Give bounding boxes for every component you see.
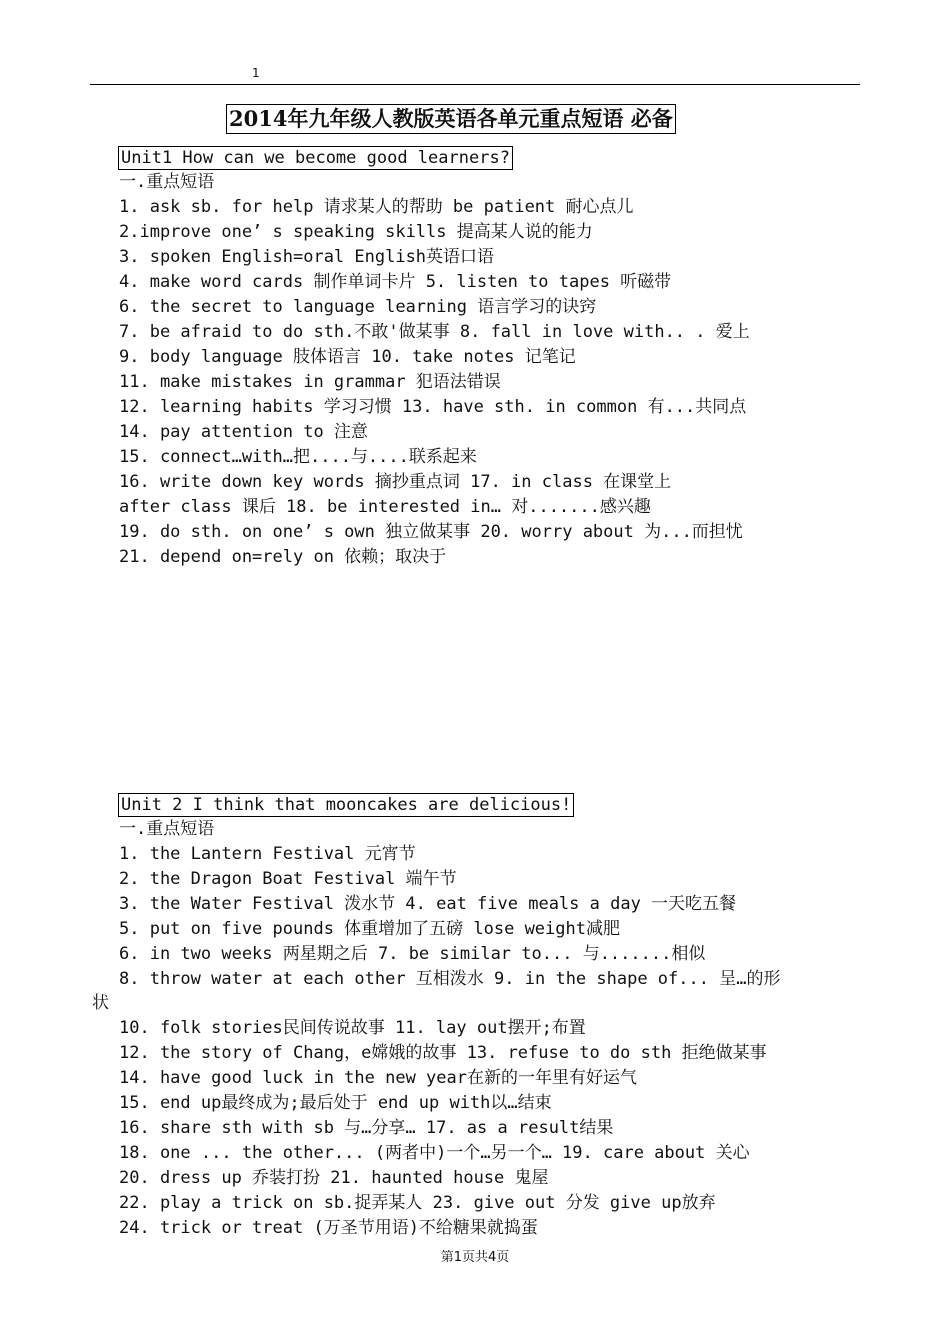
unit2-title: Unit 2 I think that mooncakes are delicious! — [118, 793, 574, 817]
unit2-phrase-line: 18. one ... the other... (两者中)一个…另一个… 19. care about 关心 — [119, 1143, 750, 1163]
unit2-phrase-line: 2. the Dragon Boat Festival 端午节 — [119, 869, 457, 889]
unit2-phrase-line: 12. the story of Chang，e嫦娥的故事 13. refuse to do sth 拒绝做某事 — [119, 1043, 767, 1063]
unit2-phrase-line: 8. throw water at each other 互相泼水 9. in the shape of... 呈…的形 — [119, 969, 781, 989]
document-title: 2014年九年级人教版英语各单元重点短语 必备 — [226, 104, 676, 134]
unit1-phrase-line: 3. spoken English=oral English英语口语 — [119, 247, 495, 267]
unit2-phrase-line: 3. the Water Festival 泼水节 4. eat five meals a day 一天吃五餐 — [119, 894, 737, 914]
unit1-phrase-line: 6. the secret to language learning 语言学习的诀窍 — [119, 297, 597, 317]
unit2-phrase-line: 14. have good luck in the new year在新的一年里有好运气 — [119, 1068, 637, 1088]
unit1-section-heading: 一.重点短语 — [119, 172, 215, 192]
unit2-phrase-line: 24. trick or treat (万圣节用语)不给糖果就捣蛋 — [119, 1218, 538, 1238]
unit2-phrase-line: 10. folk stories民间传说故事 11. lay out摆开;布置 — [119, 1018, 586, 1038]
unit1-phrase-line: 14. pay attention to 注意 — [119, 422, 368, 442]
unit2-phrase-line-wrap: 状 — [92, 993, 109, 1013]
unit1-phrase-line: 11. make mistakes in grammar 犯语法错误 — [119, 372, 501, 392]
header-rule — [90, 84, 860, 85]
unit1-phrase-line: 15. connect…with…把....与....联系起来 — [119, 447, 477, 467]
unit2-phrase-line: 22. play a trick on sb.捉弄某人 23. give out 分发 give up放弃 — [119, 1193, 716, 1213]
unit1-phrase-line: 16. write down key words 摘抄重点词 17. in class 在课堂上 — [119, 472, 672, 492]
page-footer: 第1页共4页 — [440, 1250, 510, 1265]
unit1-phrase-line: 19. do sth. on one’ s own 独立做某事 20. worry about 为...而担忧 — [119, 522, 743, 542]
page-number: 1 — [252, 66, 260, 80]
unit2-phrase-line: 16. share sth with sb 与…分享… 17. as a result结果 — [119, 1118, 614, 1138]
unit1-phrase-line: 1. ask sb. for help 请求某人的帮助 be patient 耐心点儿 — [119, 197, 634, 217]
unit1-phrase-line: after class 课后 18. be interested in… 对.......感兴趣 — [119, 497, 651, 517]
unit1-phrase-line: 9. body language 肢体语言 10. take notes 记笔记 — [119, 347, 576, 367]
unit1-phrase-line: 7. be afraid to do sth.不敢'做某事 8. fall in love with.. . 爱上 — [119, 322, 750, 342]
unit2-section-heading: 一.重点短语 — [119, 819, 215, 839]
unit1-phrase-line: 2.improve one’ s speaking skills 提高某人说的能力 — [119, 222, 593, 242]
unit1-phrase-line: 4. make word cards 制作单词卡片 5. listen to tapes 听磁带 — [119, 272, 672, 292]
unit1-title: Unit1 How can we become good learners? — [118, 146, 513, 170]
unit1-phrase-line: 21. depend on=rely on 依赖；取决于 — [119, 547, 447, 567]
unit1-phrase-line: 12. learning habits 学习习惯 13. have sth. in common 有...共同点 — [119, 397, 747, 417]
unit2-phrase-line: 20. dress up 乔装打扮 21. haunted house 鬼屋 — [119, 1168, 549, 1188]
unit2-phrase-line: 5. put on five pounds 体重增加了五磅 lose weight减肥 — [119, 919, 620, 939]
unit2-phrase-line: 6. in two weeks 两星期之后 7. be similar to... 与.......相似 — [119, 944, 706, 964]
unit2-phrase-line: 1. the Lantern Festival 元宵节 — [119, 844, 416, 864]
unit2-phrase-line: 15. end up最终成为;最后处于 end up with以…结束 — [119, 1093, 552, 1113]
